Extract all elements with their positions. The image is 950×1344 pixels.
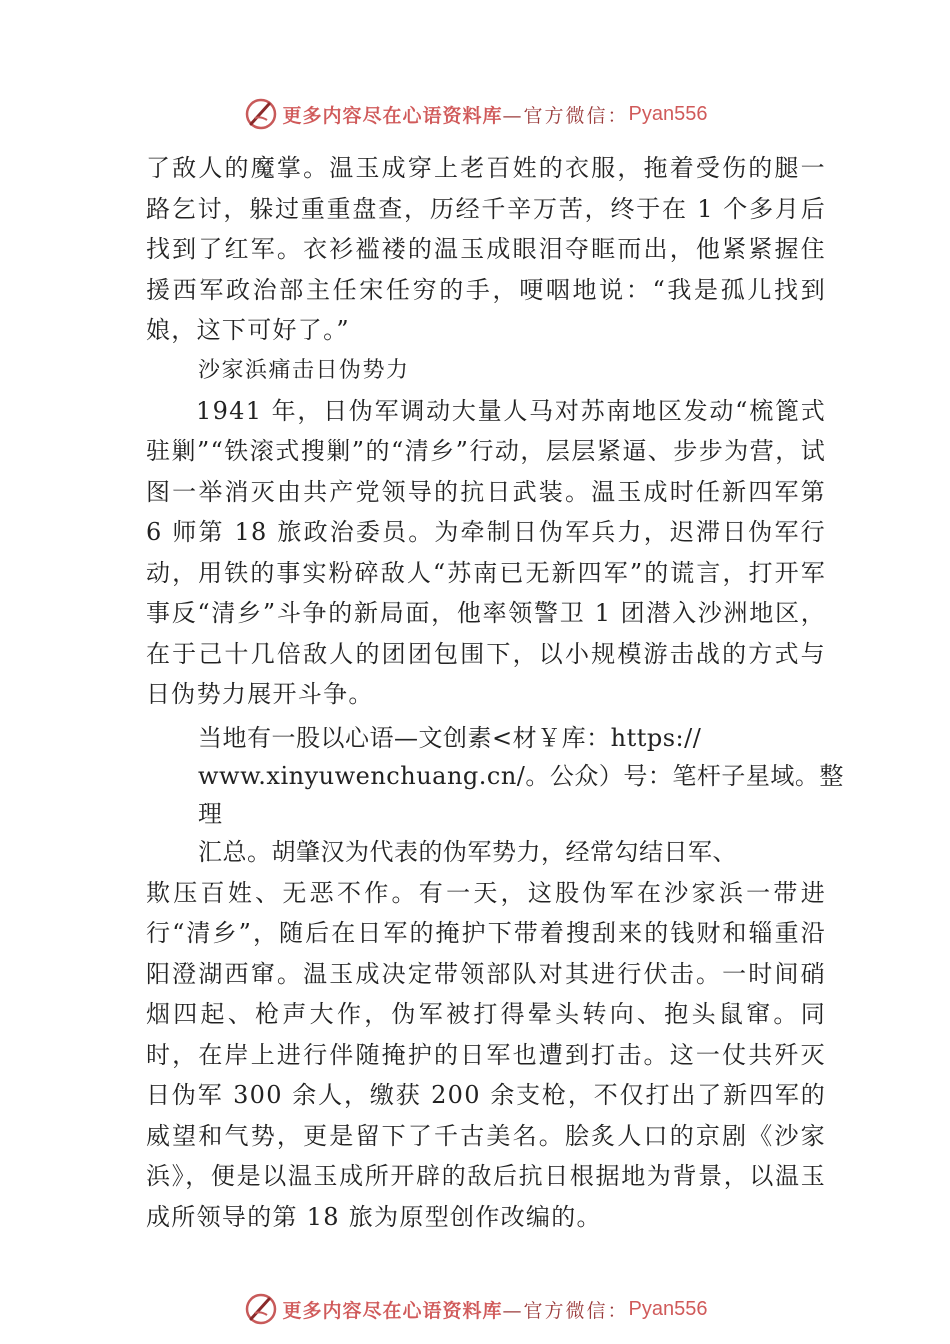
banner-text-secondary: —官方微信： — [502, 1299, 629, 1322]
banner-text-primary: 更多内容尽在心语资料库 — [282, 104, 503, 127]
footer-banner — [0, 1289, 950, 1329]
paragraph-2: 1941 年，日伪军调动大量人马对苏南地区发动“梳篦式驻剿”“铁滚式搜剿”的“清乡”行动，层层紧逼、步步为营，试图一举消灭由共产党领导的抗日武装。温玉成时任新四军第 6 师第 18 旅政治委员。为牵制日伪军兵力，迟滞日伪军行动，用铁的事实粉碎敌人“苏南已无新四军”的谎言，打开军事反“清乡”斗争的新局面，他率领警卫 1 团潜入沙洲地区，在于己十几倍敌人的团团包围下，以小规模游击战的方式与日伪势力展开斗争。 — [146, 396, 826, 708]
brush-logo-icon — [243, 96, 279, 132]
paragraph-4: 欺压百姓、无恶不作。有一天，这股伪军在沙家浜一带进行“清乡”，随后在日军的掩护下带着搜刮来的钱财和辎重沿阳澄湖西窜。温玉成决定带领部队对其进行伏击。一时间硝烟四起、枪声大作，伪军被打得晕头转向、抱头鼠窜。同时，在岸上进行伴随掩护的日军也遭到打击。这一仗共歼灭日伪军 300 余人，缴获 200 余支枪，不仅打出了新四军的威望和气势，更是留下了千古美名。脍炙人口的京剧《沙家浜》，便是以温玉成所开辟的敌后抗日根据地为背景，以温玉成所领导的第 18 旅为原型创作改编的。 — [146, 878, 826, 1231]
header-banner — [0, 94, 950, 134]
brush-logo-icon — [243, 1291, 279, 1327]
article-body — [146, 148, 844, 1237]
section-heading: 沙家浜痛击日伪势力 — [198, 357, 410, 383]
banner-text-secondary: —官方微信： — [502, 104, 629, 127]
paragraph-3-watermark-text: 当地有一股以心语—文创素<材￥库：https:// www.xinyuwenchuang.cn/。公众）号：笔杆子星域。整理 汇总。胡肇汉为代表的伪军势力，经常勾结日军、 — [198, 723, 844, 866]
banner-wechat-id: Pyan556 — [628, 102, 708, 125]
paragraph-1: 了敌人的魔掌。温玉成穿上老百姓的衣服，拖着受伤的腿一路乞讨，躲过重重盘查，历经千辛万苦，终于在 1 个多月后找到了红军。衣衫褴褛的温玉成眼泪夺眶而出，他紧紧握住援西军政治部主任宋任穷的手，哽咽地说：“我是孤儿找到娘，这下可好了。” — [146, 154, 826, 344]
banner-wechat-id: Pyan556 — [628, 1297, 708, 1320]
banner-text-primary: 更多内容尽在心语资料库 — [282, 1299, 503, 1322]
